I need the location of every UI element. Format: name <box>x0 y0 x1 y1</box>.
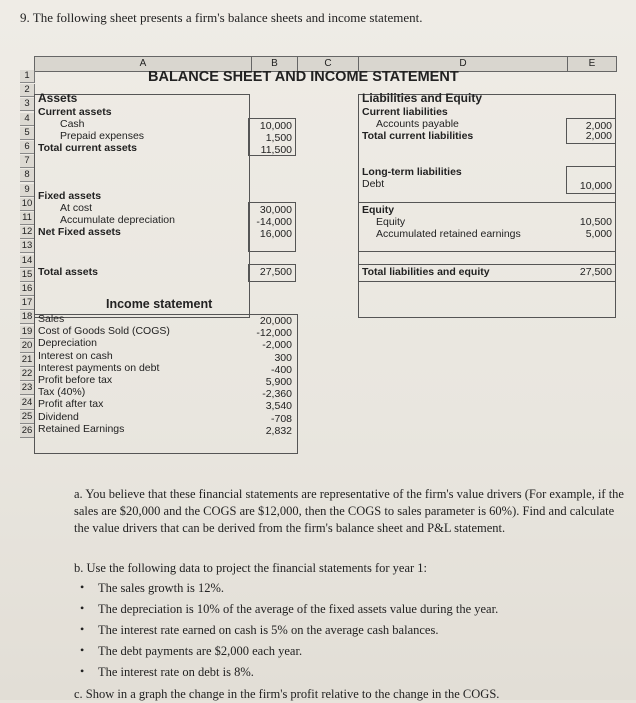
retained-value: 5,000 <box>585 228 612 240</box>
total-assets-value: 27,500 <box>259 266 292 278</box>
row-number: 11 <box>20 212 35 225</box>
row-number: 10 <box>20 198 35 211</box>
row-number: 8 <box>20 169 35 182</box>
prepaid-value: 1,500 <box>265 132 292 144</box>
total-current-liab-label: Total current liabilities <box>362 130 474 142</box>
part-a: a. You believe that these financial statements are representative of the firm's value drivers (For example, if the sales are $20,000 and the COGS are $12,000, then the COGS to sales parameter is 60%). Find and calculate the value drivers that can be derived from the firm's balance sheet and P&L statement. <box>74 487 624 535</box>
income-item-value: 5,900 <box>265 376 292 388</box>
row-number: 4 <box>20 113 35 126</box>
cash-value: 10,000 <box>259 120 292 132</box>
total-current-assets-label: Total current assets <box>38 142 138 154</box>
income-item-value: 300 <box>274 351 292 364</box>
column-header-c: C <box>297 56 359 72</box>
spreadsheet <box>20 56 616 456</box>
income-item-value: -2,360 <box>262 388 292 401</box>
income-item-value: 20,000 <box>259 315 292 327</box>
row-number: 20 <box>20 340 35 353</box>
income-item-label: Sales <box>38 313 65 325</box>
row-number: 3 <box>20 98 35 111</box>
income-item-value: -2,000 <box>262 339 292 352</box>
bullet-icon: • <box>80 580 85 594</box>
row-number: 12 <box>20 226 35 239</box>
row-number: 1 <box>20 70 35 83</box>
bullet-icon: • <box>80 601 85 615</box>
net-fixed-value: 16,000 <box>259 228 292 240</box>
income-item-value: 3,540 <box>265 400 292 413</box>
row-number: 15 <box>20 269 35 282</box>
row-number: 19 <box>20 326 35 339</box>
acc-dep-label: Accumulate depreciation <box>60 214 175 226</box>
equity-value: 10,500 <box>579 216 612 228</box>
row-number: 18 <box>20 311 35 324</box>
row-number: 22 <box>20 368 35 381</box>
income-item-label: Retained Earnings <box>38 422 125 435</box>
income-item-label: Interest payments on debt <box>38 361 160 374</box>
row-number: 17 <box>20 297 35 310</box>
bullet-item: The sales growth is 12%. <box>98 581 225 595</box>
income-item-label: Tax (40%) <box>38 386 86 399</box>
column-header-d: D <box>358 56 568 72</box>
row-number: 25 <box>20 411 35 424</box>
bullet-item: The interest rate on debt is 8%. <box>98 665 254 679</box>
current-assets-label: Current assets <box>38 106 112 118</box>
income-item-label: Profit before tax <box>38 374 113 386</box>
row-number: 13 <box>20 240 35 253</box>
income-item-label: Depreciation <box>38 337 97 350</box>
bullet-item: The debt payments are $2,000 each year. <box>98 644 303 658</box>
lt-liab-label: Long-term liabilities <box>362 166 462 178</box>
column-header-e: E <box>567 56 617 72</box>
income-item-value: -12,000 <box>256 327 292 340</box>
bullet-item: The depreciation is 10% of the average of the fixed assets value during the year. <box>98 602 499 616</box>
row-number: 9 <box>20 184 35 197</box>
row-number: 6 <box>20 141 35 154</box>
row-number: 26 <box>20 425 35 438</box>
cash-label: Cash <box>60 118 85 130</box>
question-number: 9. <box>20 10 30 25</box>
row-number: 21 <box>20 354 35 367</box>
total-current-assets-value: 11,500 <box>260 144 292 156</box>
current-liabilities-label: Current liabilities <box>362 106 448 118</box>
income-item-label: Profit after tax <box>38 398 104 411</box>
bullet-icon: • <box>80 622 85 636</box>
income-item-label: Interest on cash <box>38 349 113 362</box>
sheet-title: BALANCE SHEET AND INCOME STATEMENT <box>148 69 459 85</box>
row-number: 2 <box>20 84 35 97</box>
income-item-label: Dividend <box>38 410 79 423</box>
total-liab-label: Total liabilities and equity <box>362 266 490 278</box>
income-statement-header: Income statement <box>106 297 213 311</box>
row-number: 7 <box>20 155 35 168</box>
question-heading <box>20 10 422 26</box>
bullet-icon: • <box>80 664 85 678</box>
total-current-liab-value: 2,000 <box>585 130 612 142</box>
acc-dep-value: -14,000 <box>256 216 292 228</box>
net-fixed-label: Net Fixed assets <box>38 226 121 238</box>
income-item-label: Cost of Goods Sold (COGS) <box>38 325 170 338</box>
ap-value: 2,000 <box>585 120 612 132</box>
row-number: 16 <box>20 283 35 296</box>
part-c: c. Show in a graph the change in the firm's profit relative to the change in the COGS. <box>74 687 500 701</box>
total-liab-value: 27,500 <box>579 266 612 278</box>
ap-label: Accounts payable <box>376 118 459 130</box>
at-cost-label: At cost <box>60 202 93 214</box>
assets-header: Assets <box>38 91 78 105</box>
equity-label: Equity <box>376 216 406 228</box>
row-number: 5 <box>20 127 35 140</box>
income-item-value: -708 <box>270 412 292 425</box>
column-header-a: A <box>34 56 252 72</box>
bullet-item: The interest rate earned on cash is 5% on the average cash balances. <box>98 623 439 637</box>
row-number: 24 <box>20 397 35 410</box>
retained-label: Accumulated retained earnings <box>376 228 521 240</box>
column-header-b: B <box>251 56 298 72</box>
bullet-icon: • <box>80 643 85 657</box>
at-cost-value: 30,000 <box>259 204 292 216</box>
income-item-value: 2,832 <box>265 424 292 437</box>
equity-header: Equity <box>362 204 395 216</box>
income-item-value: -400 <box>270 363 292 376</box>
question-text: The following sheet presents a firm's balance sheets and income statement. <box>32 10 423 25</box>
debt-value: 10,000 <box>579 180 612 192</box>
prepaid-label: Prepaid expenses <box>60 130 145 142</box>
part-b: b. Use the following data to project the financial statements for year 1: <box>74 561 428 575</box>
total-assets-label: Total assets <box>38 266 98 278</box>
row-number: 14 <box>20 255 35 268</box>
fixed-assets-label: Fixed assets <box>38 190 102 202</box>
liabilities-header: Liabilities and Equity <box>362 91 483 105</box>
debt-label: Debt <box>362 178 385 190</box>
row-number: 23 <box>20 382 35 395</box>
